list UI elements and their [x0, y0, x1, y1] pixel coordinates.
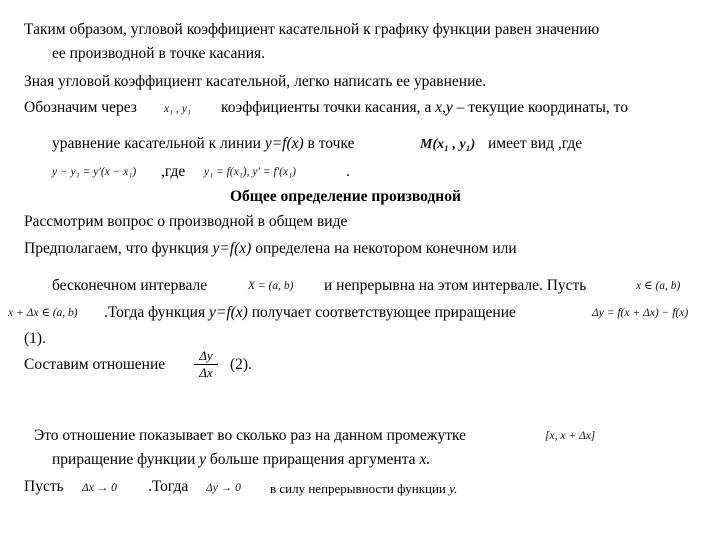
- text-span: в силу непрерывности функции: [270, 481, 446, 496]
- formula-dy-to-zero: Δy → 0: [206, 482, 241, 494]
- var-y: y: [199, 451, 207, 468]
- formula-x-plus-dx: x + Δx ∈ (a, b): [8, 307, 78, 319]
- text-line: [24, 240, 517, 258]
- text-line: бесконечном интервале: [52, 277, 208, 294]
- formula-point-m: M(x₁ , y₁): [420, 137, 476, 152]
- var-y: y.: [449, 481, 458, 496]
- text-line: [52, 451, 430, 469]
- formula-tangent-equation: y − y₁ = y′(x − x₁): [52, 166, 137, 178]
- text-line: и непрерывна на этом интервале. Пусть: [324, 277, 587, 294]
- text-span: ,где: [161, 163, 186, 180]
- text-line: имеет вид ,где: [488, 135, 583, 152]
- text-line: Составим отношение: [24, 356, 166, 373]
- text-span: уравнение касательной к линии: [52, 135, 261, 152]
- text-span: – текущие координаты, то: [456, 99, 628, 116]
- text-line: Пусть: [24, 478, 64, 495]
- text-line: [221, 99, 628, 117]
- formula-tangent-definitions: y₁ = f(x₁), y′ = f′(x₁): [204, 166, 296, 178]
- text-line: [104, 304, 516, 322]
- text-span: больше приращения аргумента: [209, 451, 416, 468]
- text-span: определена на некотором конечном или: [255, 240, 517, 257]
- text-line: [52, 135, 354, 153]
- equation-number: (1).: [24, 330, 46, 347]
- text-span: коэффициенты точки касания, а: [221, 99, 432, 116]
- fraction-numerator: Δy: [199, 348, 213, 363]
- text-span: .: [346, 163, 350, 180]
- text-span: Предполагаем, что функция: [24, 240, 209, 257]
- text-line: Рассмотрим вопрос о производной в общем виде: [24, 213, 348, 230]
- formula-dx-to-zero: Δx → 0: [82, 482, 117, 494]
- text-span: получает соответствующее приращение: [251, 304, 516, 321]
- equation-number: (2).: [230, 356, 252, 373]
- text-span: приращение функции: [52, 451, 196, 468]
- formula-x-in-interval: x ∈ (a, b): [636, 280, 681, 292]
- text-line: Это отношение показывает во сколько раз на данном промежутке: [34, 427, 467, 444]
- formula-increment-dy: Δy = f(x + Δx) − f(x): [592, 307, 689, 319]
- fraction-denominator: Δx: [199, 365, 213, 380]
- text-span: в точке: [307, 135, 355, 152]
- text-line: Обозначим через: [24, 99, 137, 116]
- function-y-fx: y=f(x): [208, 304, 248, 321]
- formula-fraction-dy-dx: [194, 349, 218, 380]
- text-line: ее производной в точке касания.: [52, 45, 265, 62]
- function-y-fx: y=f(x): [264, 135, 304, 152]
- text-line: .Тогда: [148, 478, 189, 495]
- function-y-fx: y=f(x): [212, 240, 252, 257]
- formula-x1-y1: x₁ , y₁: [164, 103, 191, 115]
- section-heading: Общее определение производной: [230, 188, 461, 205]
- text-line: Таким образом, угловой коэффициент касательной к графику функции равен значению: [24, 21, 600, 38]
- formula-interval: X = (a, b): [248, 280, 294, 292]
- text-line: Зная угловой коэффициент касательной, легко написать ее уравнение.: [24, 73, 487, 90]
- text-span: .Тогда функция: [104, 304, 206, 321]
- var-xy: x,y: [435, 99, 453, 116]
- formula-segment: [x, x + Δx]: [545, 430, 596, 442]
- var-x: x.: [419, 451, 431, 468]
- text-line: [270, 480, 457, 498]
